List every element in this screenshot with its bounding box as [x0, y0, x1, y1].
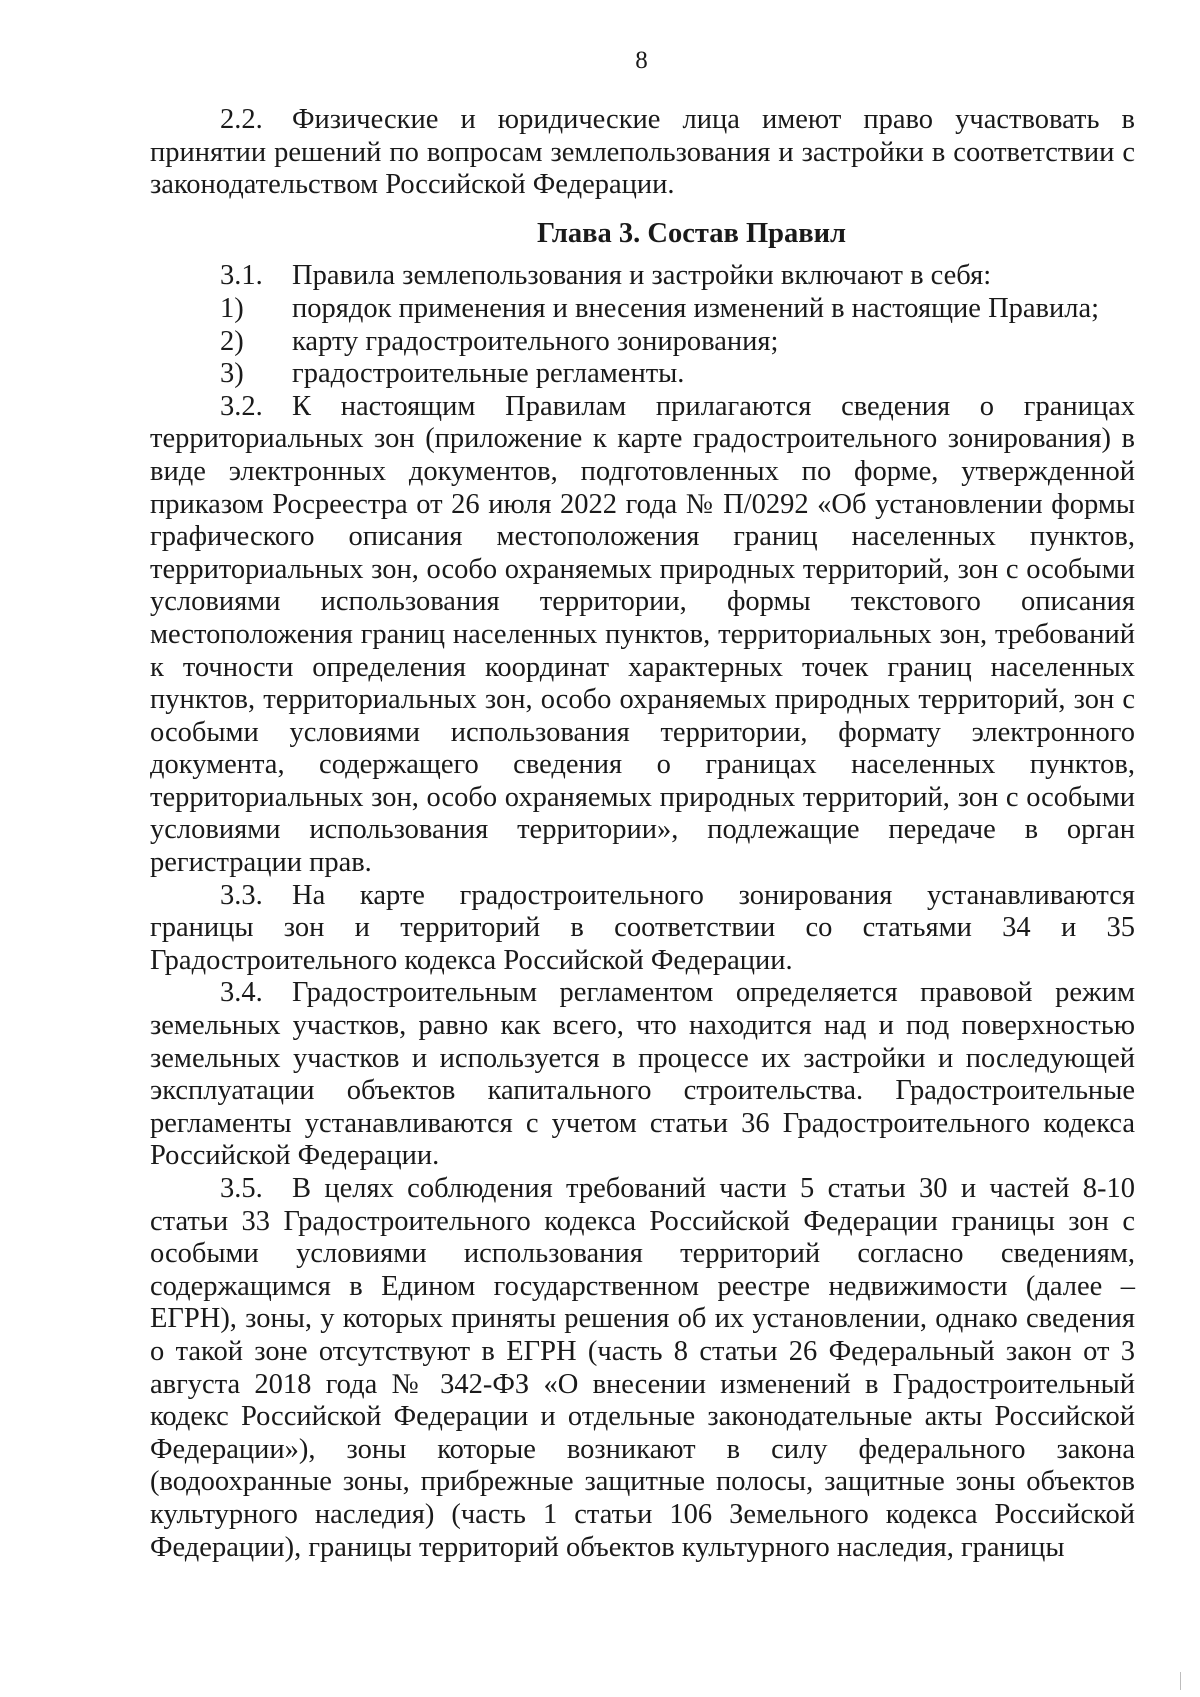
paragraph-number: 3.4. [220, 977, 263, 1009]
paragraph-number: 3.5. [220, 1173, 263, 1204]
scan-artifact-mark [1180, 1672, 1181, 1690]
list-item-text: порядок применения и внесения изменений в настоящие Правила; [292, 292, 1100, 324]
paragraph-text: На карте градостроительного зонирования устанавливаются границы зон и территорий в соответствии со статьями 34 и 35 Градостроительного кодекса Российской Федерации. [150, 879, 1135, 976]
list-item-number: 3) [220, 358, 244, 390]
list-item-number: 2) [220, 325, 244, 357]
list-item-number: 1) [220, 292, 244, 324]
paragraph-3-4 [150, 977, 1135, 1173]
list-item [150, 358, 1135, 391]
paragraph-number: 3.2. [220, 390, 263, 422]
chapter-heading: Глава 3. Состав Правил [536, 217, 847, 249]
paragraph-2-2 [150, 104, 1135, 202]
paragraph-text: Физические и юридические лица имеют право участвовать в принятии решений по вопросам землепользования и застройки в соответствии с законодательством Российской Федерации. [150, 104, 1135, 201]
list-item [150, 293, 1135, 326]
paragraph-text: Правила землепользования и застройки включают в себя: [292, 260, 992, 292]
paragraph-text: К настоящим Правилам прилагаются сведения о границах территориальных зон (приложение к карте градостроительного зонирования) в виде электронных документов, подготовленных по форме, утвержденной приказом Росреестра от 26 июля 2022 года № П/0292 «Об установлении формы графического описания местоположения границ населенных пунктов, территориальных зон, особо охраняемых природных территорий, зон с особыми условиями использования территории, формы текстового описания местоположения границ населенных пунктов, территориальных зон, требований к точности определения координат характерных точек границ населенных пунктов, территориальных зон, особо охраняемых природных территорий, зон с особыми условиями использования территории, формату электронного документа, содержащего сведения о границах населенных пунктов, территориальных зон, особо охраняемых природных территорий, зон с особыми условиями использования территории», подлежащие передаче в орган регистрации прав. [150, 390, 1135, 879]
paragraph-number: 3.3. [220, 879, 263, 911]
paragraph-3-3 [150, 880, 1135, 978]
paragraph-number: 3.1. [220, 260, 263, 292]
paragraph-text: В целях соблюдения требований части 5 статьи 30 и частей 8-10 статьи 33 Градостроительного кодекса Российской Федерации границы зон с особыми условиями использования территорий согласно сведениям, содержащимся в Едином государственном реестре недвижимости (далее – ЕГРН), зоны, у которых приняты решения об их установлении, однако сведения о такой зоне отсутствуют в ЕГРН (часть 8 статьи 26 Федеральный закон от 3 августа 2018 года № 342-ФЗ «О внесении изменений в Градостроительный кодекс Российской Федерации и отдельные законодательные акты Российской Федерации»), зоны которые возникают в силу федерального закона (водоохранные зоны, прибрежные защитные полосы, защитные зоны объектов культурного наследия) (часть 1 статьи 106 Земельного кодекса Российской Федерации), границы территорий объектов культурного наследия, границы [150, 1173, 1135, 1563]
list-item [150, 326, 1135, 359]
paragraph-number: 2.2. [220, 104, 263, 135]
list-item-text: градостроительные регламенты. [292, 358, 685, 390]
list-item-text: карту градостроительного зонирования; [292, 325, 779, 357]
paragraph-3-1 [150, 260, 1135, 293]
document-body [150, 104, 1135, 1564]
paragraph-3-2 [150, 391, 1135, 880]
page-number: 8 [635, 47, 648, 74]
paragraph-3-5 [150, 1173, 1135, 1564]
paragraph-text: Градостроительным регламентом определяется правовой режим земельных участков, равно как всего, что находится над и под поверхностью земельных участков и используется в процессе их застройки и последующей эксплуатации объектов капитального строительства. Градостроительные регламенты устанавливаются с учетом статьи 36 Градостроительного кодекса Российской Федерации. [150, 977, 1135, 1172]
